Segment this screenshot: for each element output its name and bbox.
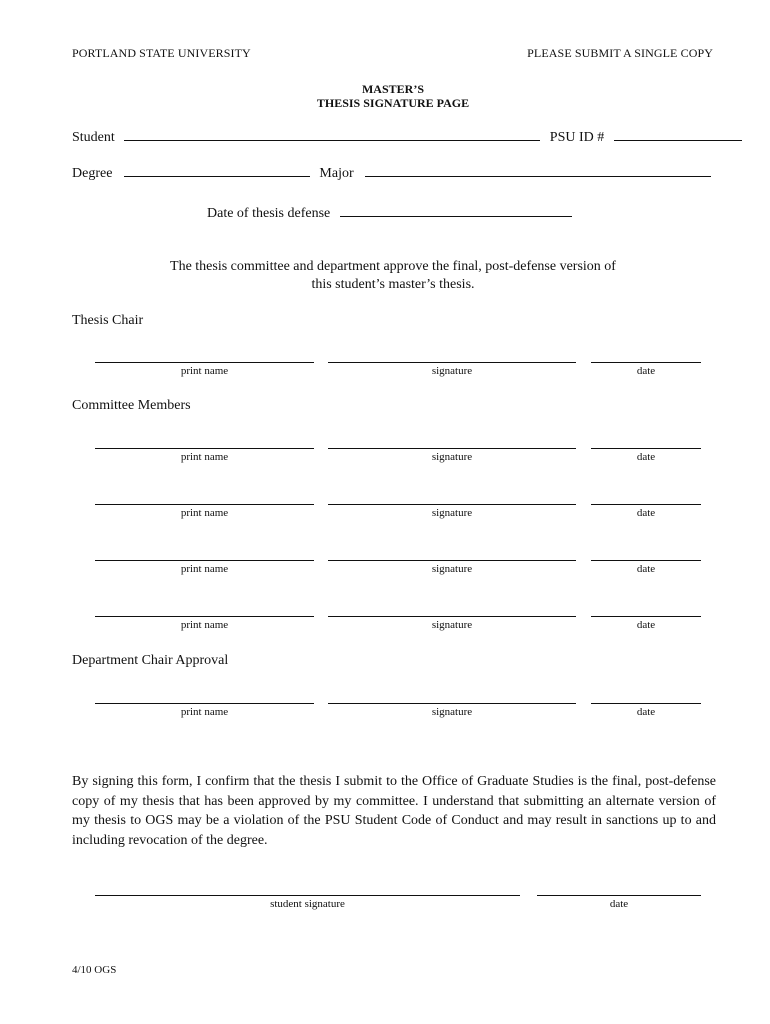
date-field[interactable] (591, 703, 701, 704)
date-field[interactable] (591, 504, 701, 505)
date-field[interactable] (591, 448, 701, 449)
print-name-field[interactable] (95, 560, 314, 561)
date-field[interactable] (591, 362, 701, 363)
student-date-field[interactable] (537, 895, 701, 896)
print-name-field[interactable] (95, 504, 314, 505)
signature-field[interactable] (328, 703, 576, 704)
signature-caption: signature (431, 507, 473, 519)
defense-date-row (207, 205, 572, 222)
committee-members-heading: Committee Members (72, 398, 191, 413)
print-name-field[interactable] (95, 448, 314, 449)
date-caption: date (636, 563, 656, 575)
student-name-field[interactable] (124, 129, 540, 141)
signature-caption: signature (431, 365, 473, 377)
date-field[interactable] (591, 616, 701, 617)
signature-field[interactable] (328, 448, 576, 449)
date-caption: date (636, 619, 656, 631)
approval-statement-line1: The thesis committee and department approve the final, post-defense version of (170, 259, 616, 274)
print-name-caption: print name (180, 706, 229, 718)
signature-caption: signature (431, 451, 473, 463)
student-date-caption: date (609, 898, 629, 910)
date-caption: date (636, 507, 656, 519)
psu-id-field[interactable] (614, 129, 742, 141)
confirmation-statement: By signing this form, I confirm that the thesis I submit to the Office of Graduate Studies is the final, post-defense copy of my thesis that has been approved by my committee. I understand that submitting an alternate version of my thesis to OGS may be a violation of the PSU Student Code of Conduct and may result in sanctions up to and including revocation of the degree. (72, 774, 716, 848)
thesis-chair-heading: Thesis Chair (72, 313, 144, 328)
student-signature-caption: student signature (270, 898, 345, 910)
print-name-caption: print name (180, 451, 229, 463)
form-title-line2: THESIS SIGNATURE PAGE (316, 96, 470, 110)
student-row (72, 129, 742, 146)
form-title-line1: MASTER’S (361, 82, 424, 96)
print-name-caption: print name (180, 563, 229, 575)
student-signature-field[interactable] (95, 895, 520, 896)
print-name-caption: print name (180, 619, 229, 631)
defense-date-field[interactable] (340, 205, 572, 217)
major-label: Major (319, 166, 354, 181)
print-name-field[interactable] (95, 703, 314, 704)
submission-instruction: PLEASE SUBMIT A SINGLE COPY (527, 46, 713, 60)
institution-name: PORTLAND STATE UNIVERSITY (72, 46, 251, 60)
signature-caption: signature (431, 563, 473, 575)
signature-caption: signature (431, 619, 473, 631)
degree-row (72, 165, 711, 182)
date-caption: date (636, 451, 656, 463)
degree-field[interactable] (124, 165, 310, 177)
date-field[interactable] (591, 560, 701, 561)
signature-field[interactable] (328, 560, 576, 561)
date-caption: date (636, 706, 656, 718)
signature-caption: signature (431, 706, 473, 718)
form-code: 4/10 OGS (72, 964, 117, 976)
date-caption: date (636, 365, 656, 377)
signature-field[interactable] (328, 504, 576, 505)
defense-date-label: Date of thesis defense (207, 206, 331, 221)
print-name-caption: print name (180, 507, 229, 519)
print-name-field[interactable] (95, 616, 314, 617)
approval-statement-line2: this student’s master’s thesis. (311, 277, 475, 292)
print-name-field[interactable] (95, 362, 314, 363)
signature-field[interactable] (328, 616, 576, 617)
major-field[interactable] (365, 165, 711, 177)
degree-label: Degree (72, 166, 113, 181)
student-label: Student (72, 130, 115, 145)
print-name-caption: print name (180, 365, 229, 377)
department-chair-heading: Department Chair Approval (72, 653, 229, 668)
signature-field[interactable] (328, 362, 576, 363)
psu-id-label: PSU ID # (549, 130, 605, 145)
